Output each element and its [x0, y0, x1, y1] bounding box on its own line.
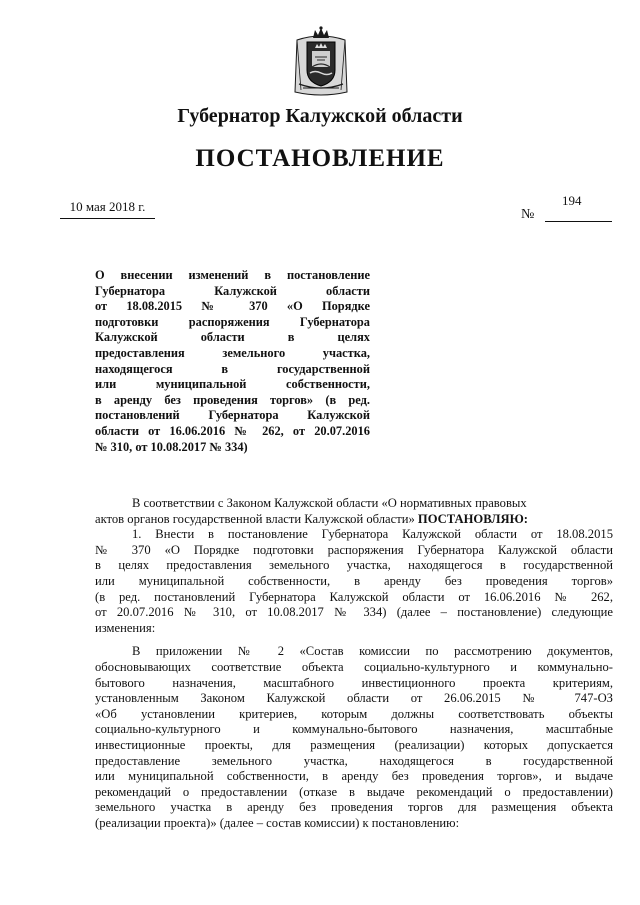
document-number: 194: [562, 193, 582, 208]
title-line: области от 16.06.2016 № 262, от 20.07.2016: [95, 423, 370, 438]
title-line: подготовки распоряжения Губернатора: [95, 314, 370, 329]
body-line: № 370 «О Порядке подготовки распоряжения Губернатора Калужской области: [95, 542, 613, 557]
issuer-heading: Губернатор Калужской области: [177, 105, 463, 127]
body-line: изменения:: [95, 620, 156, 635]
body-line: в целях предоставления земельного участка, находящегося в государственной: [95, 558, 613, 573]
title-line: в аренду без проведения торгов» (в ред.: [95, 392, 370, 407]
body-line: бытового назначения, масштабного инвестиционного проекта критериям,: [95, 675, 613, 690]
title-line: Губернатора Калужской области: [95, 283, 370, 298]
body-line: социально-культурного и коммунально-бытового назначения, масштабные: [95, 722, 613, 737]
title-line: О внесении изменений в постановление: [95, 268, 370, 282]
body-line: или муниципальной собственности, в аренду без проведения торгов»: [95, 573, 613, 588]
body-line: обосновывающих соответствие объекта социально-культурного и коммунально-: [95, 659, 613, 674]
body-line: рекомендаций о предоставлении (отказе в выдаче рекомендаций о предоставлении): [95, 784, 613, 799]
body-line: [95, 512, 613, 528]
body-line: (реализации проекта)» (далее – состав комиссии) к постановлению:: [95, 815, 460, 830]
body-line: В соответствии с Законом Калужской области «О нормативных правовых: [132, 496, 527, 510]
body-line-text: актов органов государственной власти Калужской области»: [95, 511, 415, 526]
body-line: или муниципальной собственности, в аренду без проведения торгов», и выдаче: [95, 769, 613, 784]
body-line: земельного участка в аренду без проведения торгов для размещения объекта: [95, 800, 613, 815]
document-body: [95, 496, 613, 831]
body-line: от 20.07.2016 № 310, от 10.08.2017 № 334) (далее – постановление) следующие: [95, 605, 613, 620]
title-line: находящегося в государственной: [95, 361, 370, 376]
document-title: [95, 268, 370, 455]
title-line: предоставления земельного участка,: [95, 345, 370, 360]
title-line: Калужской области в целях: [95, 330, 370, 345]
title-line: от 18.08.2015 № 370 «О Порядке: [95, 299, 370, 314]
body-line: предоставление земельного участка, находящегося в государственной: [95, 753, 613, 768]
body-line: (в ред. постановлений Губернатора Калужской области от 16.06.2016 № 262,: [95, 589, 613, 604]
document-type-heading: ПОСТАНОВЛЕНИЕ: [195, 145, 445, 172]
body-line: установленным Законом Калужской области от 26.06.2015 № 747-ОЗ: [95, 691, 613, 706]
coat-of-arms-icon: [291, 26, 351, 98]
document-date: 10 мая 2018 г.: [60, 199, 155, 219]
number-sign: №: [521, 207, 535, 222]
body-line: «Об установлении критериев, которым должны соответствовать объекты: [95, 706, 613, 721]
number-underline: [545, 221, 612, 222]
body-line: В приложении № 2 «Состав комиссии по рассмотрению документов,: [132, 644, 613, 659]
body-line: 1. Внести в постановление Губернатора Калужской области от 18.08.2015: [132, 527, 613, 542]
title-line: № 310, от 10.08.2017 № 334): [95, 439, 248, 454]
body-line: инвестиционные проекты, для размещения (реализации) которых допускается: [95, 737, 613, 752]
title-line: или муниципальной собственности,: [95, 377, 370, 392]
title-line: постановлений Губернатора Калужской: [95, 408, 370, 423]
decree-word: ПОСТАНОВЛЯЮ:: [417, 511, 528, 526]
